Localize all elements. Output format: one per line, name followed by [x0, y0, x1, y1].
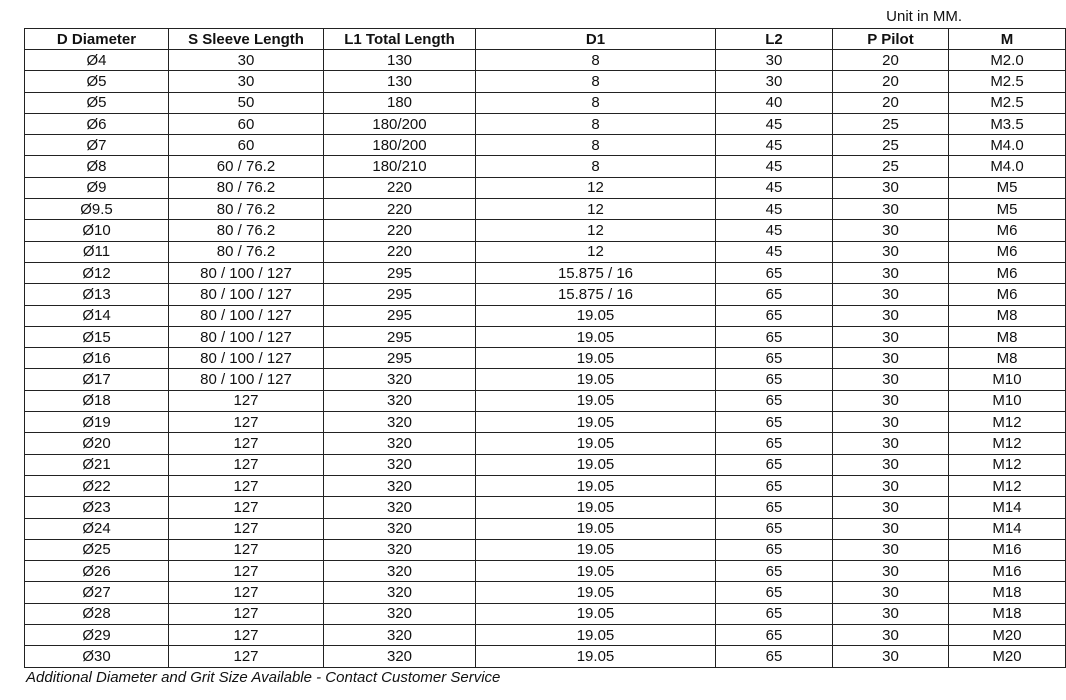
cell-l1-total-length: 320: [324, 603, 476, 624]
cell-s-sleeve-length: 60 / 76.2: [169, 156, 324, 177]
cell-l1-total-length: 295: [324, 284, 476, 305]
cell-l2: 65: [716, 433, 833, 454]
cell-d-diameter: Ø24: [25, 518, 169, 539]
cell-d1: 19.05: [476, 582, 716, 603]
header-d1: D1: [476, 29, 716, 50]
cell-p-pilot: 30: [833, 603, 949, 624]
cell-d-diameter: Ø7: [25, 135, 169, 156]
cell-l2: 65: [716, 390, 833, 411]
cell-p-pilot: 25: [833, 135, 949, 156]
cell-d1: 15.875 / 16: [476, 262, 716, 283]
cell-l1-total-length: 320: [324, 497, 476, 518]
cell-p-pilot: 20: [833, 50, 949, 71]
unit-note: Unit in MM.: [886, 8, 962, 25]
cell-m: M6: [949, 241, 1066, 262]
table-row: [25, 156, 1066, 177]
table-body: [25, 50, 1066, 668]
table-row: [25, 284, 1066, 305]
table-row: [25, 135, 1066, 156]
cell-m: M18: [949, 582, 1066, 603]
cell-d1: 19.05: [476, 454, 716, 475]
cell-d1: 12: [476, 199, 716, 220]
cell-d-diameter: Ø19: [25, 412, 169, 433]
cell-s-sleeve-length: 80 / 100 / 127: [169, 262, 324, 283]
cell-d1: 19.05: [476, 497, 716, 518]
cell-d-diameter: Ø12: [25, 262, 169, 283]
cell-m: M14: [949, 497, 1066, 518]
cell-d-diameter: Ø4: [25, 50, 169, 71]
cell-m: M2.5: [949, 71, 1066, 92]
cell-d1: 19.05: [476, 625, 716, 646]
cell-d1: 19.05: [476, 646, 716, 667]
cell-m: M18: [949, 603, 1066, 624]
cell-m: M12: [949, 412, 1066, 433]
cell-s-sleeve-length: 127: [169, 582, 324, 603]
cell-l2: 65: [716, 284, 833, 305]
cell-l2: 65: [716, 262, 833, 283]
table-row: [25, 305, 1066, 326]
cell-l1-total-length: 295: [324, 326, 476, 347]
cell-d1: 19.05: [476, 390, 716, 411]
cell-d1: 19.05: [476, 518, 716, 539]
cell-l2: 65: [716, 582, 833, 603]
cell-p-pilot: 30: [833, 220, 949, 241]
cell-d1: 8: [476, 113, 716, 134]
cell-d1: 19.05: [476, 561, 716, 582]
cell-d1: 8: [476, 92, 716, 113]
cell-p-pilot: 20: [833, 92, 949, 113]
cell-d-diameter: Ø27: [25, 582, 169, 603]
cell-d1: 12: [476, 220, 716, 241]
cell-m: M14: [949, 518, 1066, 539]
cell-l1-total-length: 220: [324, 220, 476, 241]
cell-l2: 65: [716, 497, 833, 518]
cell-l1-total-length: 320: [324, 412, 476, 433]
cell-d-diameter: Ø30: [25, 646, 169, 667]
cell-s-sleeve-length: 50: [169, 92, 324, 113]
cell-m: M8: [949, 305, 1066, 326]
table-row: [25, 539, 1066, 560]
cell-m: M6: [949, 220, 1066, 241]
cell-d-diameter: Ø20: [25, 433, 169, 454]
cell-s-sleeve-length: 30: [169, 71, 324, 92]
cell-l1-total-length: 320: [324, 561, 476, 582]
cell-l1-total-length: 220: [324, 241, 476, 262]
cell-s-sleeve-length: 127: [169, 518, 324, 539]
cell-s-sleeve-length: 80 / 100 / 127: [169, 284, 324, 305]
cell-p-pilot: 30: [833, 412, 949, 433]
cell-s-sleeve-length: 80 / 100 / 127: [169, 326, 324, 347]
cell-d-diameter: Ø21: [25, 454, 169, 475]
cell-l2: 30: [716, 71, 833, 92]
cell-l2: 45: [716, 220, 833, 241]
cell-s-sleeve-length: 30: [169, 50, 324, 71]
cell-l1-total-length: 320: [324, 539, 476, 560]
cell-m: M10: [949, 390, 1066, 411]
cell-m: M12: [949, 454, 1066, 475]
cell-d1: 12: [476, 177, 716, 198]
cell-l1-total-length: 295: [324, 305, 476, 326]
table-row: [25, 412, 1066, 433]
cell-p-pilot: 30: [833, 646, 949, 667]
cell-p-pilot: 30: [833, 241, 949, 262]
cell-p-pilot: 30: [833, 454, 949, 475]
cell-l2: 65: [716, 412, 833, 433]
cell-l2: 65: [716, 603, 833, 624]
cell-l1-total-length: 295: [324, 348, 476, 369]
cell-s-sleeve-length: 127: [169, 603, 324, 624]
cell-s-sleeve-length: 80 / 100 / 127: [169, 348, 324, 369]
table-row: [25, 199, 1066, 220]
cell-d-diameter: Ø15: [25, 326, 169, 347]
cell-p-pilot: 30: [833, 390, 949, 411]
cell-l2: 45: [716, 113, 833, 134]
cell-p-pilot: 25: [833, 113, 949, 134]
table-row: [25, 326, 1066, 347]
cell-m: M5: [949, 177, 1066, 198]
cell-d1: 8: [476, 71, 716, 92]
cell-d-diameter: Ø16: [25, 348, 169, 369]
cell-d-diameter: Ø25: [25, 539, 169, 560]
header-d-diameter: D Diameter: [25, 29, 169, 50]
cell-l1-total-length: 320: [324, 369, 476, 390]
cell-s-sleeve-length: 127: [169, 497, 324, 518]
table-row: [25, 50, 1066, 71]
table-row: [25, 433, 1066, 454]
footnote: Additional Diameter and Grit Size Available - Contact Customer Service: [26, 669, 501, 686]
cell-s-sleeve-length: 127: [169, 539, 324, 560]
cell-m: M20: [949, 625, 1066, 646]
cell-s-sleeve-length: 127: [169, 433, 324, 454]
cell-l1-total-length: 180/210: [324, 156, 476, 177]
cell-p-pilot: 30: [833, 284, 949, 305]
cell-p-pilot: 25: [833, 156, 949, 177]
cell-p-pilot: 30: [833, 539, 949, 560]
cell-p-pilot: 30: [833, 475, 949, 496]
cell-l1-total-length: 320: [324, 646, 476, 667]
table-row: [25, 348, 1066, 369]
cell-l1-total-length: 130: [324, 50, 476, 71]
cell-d-diameter: Ø22: [25, 475, 169, 496]
cell-d-diameter: Ø17: [25, 369, 169, 390]
cell-s-sleeve-length: 80 / 76.2: [169, 241, 324, 262]
cell-d1: 8: [476, 156, 716, 177]
cell-l1-total-length: 180/200: [324, 113, 476, 134]
cell-l2: 65: [716, 369, 833, 390]
cell-s-sleeve-length: 80 / 100 / 127: [169, 369, 324, 390]
cell-d1: 19.05: [476, 326, 716, 347]
cell-m: M10: [949, 369, 1066, 390]
cell-d1: 8: [476, 135, 716, 156]
cell-m: M4.0: [949, 156, 1066, 177]
table-row: [25, 220, 1066, 241]
cell-d1: 19.05: [476, 433, 716, 454]
cell-l1-total-length: 295: [324, 262, 476, 283]
table-row: [25, 92, 1066, 113]
cell-l1-total-length: 220: [324, 177, 476, 198]
cell-l2: 65: [716, 326, 833, 347]
cell-d-diameter: Ø14: [25, 305, 169, 326]
cell-p-pilot: 20: [833, 71, 949, 92]
cell-m: M8: [949, 348, 1066, 369]
spec-table: [24, 28, 1066, 668]
table-row: [25, 497, 1066, 518]
cell-d-diameter: Ø9.5: [25, 199, 169, 220]
table-row: [25, 561, 1066, 582]
cell-m: M16: [949, 561, 1066, 582]
cell-d1: 19.05: [476, 475, 716, 496]
cell-s-sleeve-length: 80 / 76.2: [169, 177, 324, 198]
cell-d1: 19.05: [476, 305, 716, 326]
cell-p-pilot: 30: [833, 433, 949, 454]
cell-m: M4.0: [949, 135, 1066, 156]
cell-l2: 45: [716, 135, 833, 156]
table-row: [25, 177, 1066, 198]
cell-p-pilot: 30: [833, 582, 949, 603]
table-row: [25, 518, 1066, 539]
cell-m: M5: [949, 199, 1066, 220]
cell-m: M8: [949, 326, 1066, 347]
header-m: M: [949, 29, 1066, 50]
cell-p-pilot: 30: [833, 177, 949, 198]
table-row: [25, 603, 1066, 624]
cell-s-sleeve-length: 127: [169, 412, 324, 433]
cell-d-diameter: Ø23: [25, 497, 169, 518]
cell-p-pilot: 30: [833, 326, 949, 347]
cell-l1-total-length: 320: [324, 582, 476, 603]
table-row: [25, 241, 1066, 262]
cell-s-sleeve-length: 80 / 100 / 127: [169, 305, 324, 326]
cell-s-sleeve-length: 127: [169, 561, 324, 582]
cell-d-diameter: Ø11: [25, 241, 169, 262]
cell-l1-total-length: 130: [324, 71, 476, 92]
header-s-sleeve-length: S Sleeve Length: [169, 29, 324, 50]
cell-l2: 45: [716, 156, 833, 177]
table-row: [25, 71, 1066, 92]
cell-l1-total-length: 180/200: [324, 135, 476, 156]
table-row: [25, 454, 1066, 475]
cell-p-pilot: 30: [833, 369, 949, 390]
cell-d1: 19.05: [476, 412, 716, 433]
cell-m: M6: [949, 262, 1066, 283]
cell-d-diameter: Ø6: [25, 113, 169, 134]
cell-d1: 19.05: [476, 369, 716, 390]
cell-d1: 19.05: [476, 603, 716, 624]
header-l1-total-length: L1 Total Length: [324, 29, 476, 50]
cell-p-pilot: 30: [833, 518, 949, 539]
cell-l2: 65: [716, 518, 833, 539]
cell-l2: 65: [716, 539, 833, 560]
cell-s-sleeve-length: 127: [169, 390, 324, 411]
table-row: [25, 646, 1066, 667]
cell-l2: 65: [716, 625, 833, 646]
cell-l2: 30: [716, 50, 833, 71]
cell-l1-total-length: 320: [324, 433, 476, 454]
cell-p-pilot: 30: [833, 262, 949, 283]
cell-d1: 15.875 / 16: [476, 284, 716, 305]
cell-s-sleeve-length: 127: [169, 475, 324, 496]
cell-d-diameter: Ø29: [25, 625, 169, 646]
header-l2: L2: [716, 29, 833, 50]
cell-l1-total-length: 320: [324, 518, 476, 539]
cell-l2: 65: [716, 475, 833, 496]
header-p-pilot: P Pilot: [833, 29, 949, 50]
cell-l2: 45: [716, 241, 833, 262]
cell-d-diameter: Ø5: [25, 71, 169, 92]
table-row: [25, 475, 1066, 496]
cell-d-diameter: Ø9: [25, 177, 169, 198]
cell-l2: 65: [716, 305, 833, 326]
cell-l2: 65: [716, 348, 833, 369]
cell-p-pilot: 30: [833, 305, 949, 326]
cell-l2: 40: [716, 92, 833, 113]
cell-l2: 65: [716, 454, 833, 475]
cell-m: M12: [949, 433, 1066, 454]
table-row: [25, 390, 1066, 411]
cell-p-pilot: 30: [833, 625, 949, 646]
cell-l2: 65: [716, 646, 833, 667]
cell-d-diameter: Ø26: [25, 561, 169, 582]
table-row: [25, 625, 1066, 646]
cell-d-diameter: Ø18: [25, 390, 169, 411]
table-row: [25, 113, 1066, 134]
cell-s-sleeve-length: 127: [169, 625, 324, 646]
cell-m: M16: [949, 539, 1066, 560]
cell-d-diameter: Ø10: [25, 220, 169, 241]
cell-s-sleeve-length: 60: [169, 135, 324, 156]
cell-d-diameter: Ø13: [25, 284, 169, 305]
cell-d-diameter: Ø8: [25, 156, 169, 177]
cell-s-sleeve-length: 127: [169, 646, 324, 667]
cell-s-sleeve-length: 80 / 76.2: [169, 220, 324, 241]
cell-d1: 12: [476, 241, 716, 262]
cell-d-diameter: Ø28: [25, 603, 169, 624]
cell-l1-total-length: 320: [324, 390, 476, 411]
cell-p-pilot: 30: [833, 497, 949, 518]
cell-l1-total-length: 320: [324, 625, 476, 646]
cell-l2: 65: [716, 561, 833, 582]
cell-l1-total-length: 220: [324, 199, 476, 220]
cell-m: M3.5: [949, 113, 1066, 134]
cell-m: M2.5: [949, 92, 1066, 113]
cell-l2: 45: [716, 177, 833, 198]
cell-d1: 19.05: [476, 539, 716, 560]
table-row: [25, 369, 1066, 390]
cell-d-diameter: Ø5: [25, 92, 169, 113]
cell-l1-total-length: 180: [324, 92, 476, 113]
cell-s-sleeve-length: 80 / 76.2: [169, 199, 324, 220]
cell-m: M6: [949, 284, 1066, 305]
cell-d1: 19.05: [476, 348, 716, 369]
cell-p-pilot: 30: [833, 348, 949, 369]
cell-p-pilot: 30: [833, 561, 949, 582]
cell-s-sleeve-length: 127: [169, 454, 324, 475]
cell-d1: 8: [476, 50, 716, 71]
cell-m: M2.0: [949, 50, 1066, 71]
table-header-row: [25, 29, 1066, 50]
cell-l1-total-length: 320: [324, 454, 476, 475]
cell-p-pilot: 30: [833, 199, 949, 220]
table-row: [25, 582, 1066, 603]
cell-s-sleeve-length: 60: [169, 113, 324, 134]
cell-l2: 45: [716, 199, 833, 220]
cell-m: M20: [949, 646, 1066, 667]
cell-m: M12: [949, 475, 1066, 496]
cell-l1-total-length: 320: [324, 475, 476, 496]
table-row: [25, 262, 1066, 283]
